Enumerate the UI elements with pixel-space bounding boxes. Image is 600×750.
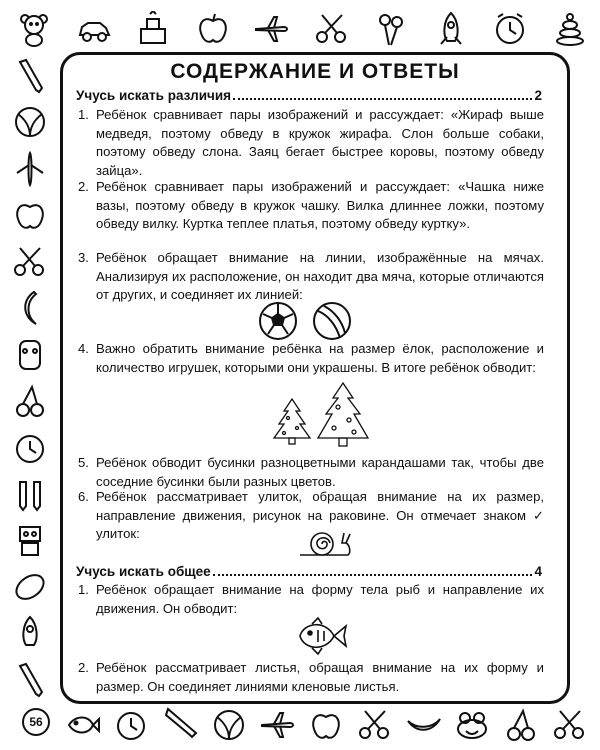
- airplane-icon: [12, 151, 48, 187]
- item-text: Ребёнок сравнивает пары изображений и рассуждает: «Чашка ниже вазы, поэтому обведу в кружок чашку. Вилка длиннее ложки, поэтому обведу вилку. Куртка теплее платья, поэтому обведу куртку».: [96, 179, 544, 232]
- toy-car-icon: [12, 337, 48, 373]
- flowers-icon: [373, 11, 409, 47]
- robot-icon: [12, 523, 48, 559]
- item-number: 2.: [78, 660, 89, 675]
- pencil-icon: [12, 662, 48, 698]
- item-text: Ребёнок обводит бусинки разноцветными карандашами так, чтобы две соседние бусинки были разных цветов.: [96, 455, 544, 489]
- section-page-number: 2: [534, 88, 542, 103]
- item-number: 5.: [78, 455, 89, 470]
- frog-icon: [454, 707, 490, 743]
- alarm-clock-icon: [12, 430, 48, 466]
- section-label: Учусь искать различия: [76, 88, 232, 103]
- rocket-icon: [12, 615, 48, 651]
- item-number: 2.: [78, 179, 89, 194]
- bottom-border-icons: [16, 702, 588, 748]
- apple-icon: [308, 707, 344, 743]
- teddy-bear-icon: [16, 11, 52, 47]
- answer-item: [78, 454, 544, 491]
- snail-image: [298, 527, 354, 559]
- airplane-icon: [254, 11, 290, 47]
- scissors-icon: [12, 244, 48, 280]
- pencil-icon: [162, 707, 198, 743]
- item-text: Ребёнок рассматривает листья, обращая внимание на их форму и размер. Он соединяет линиями кленовые листья.: [96, 660, 544, 694]
- small-christmas-tree-image: [270, 396, 314, 446]
- alarm-clock-icon: [113, 707, 149, 743]
- pencil-icon: [12, 58, 48, 94]
- answer-item: [78, 178, 544, 234]
- apple-icon: [12, 197, 48, 233]
- top-border-icons: [16, 6, 588, 52]
- banana-icon: [406, 707, 442, 743]
- toy-castle-icon: [135, 11, 171, 47]
- answer-item: [78, 659, 544, 696]
- pyramid-toy-icon: [552, 11, 588, 47]
- beach-ball-icon: [211, 707, 247, 743]
- cherries-icon: [12, 383, 48, 419]
- rocket-icon: [433, 11, 469, 47]
- lemon-icon: [12, 569, 48, 605]
- item-number: 1.: [78, 582, 89, 597]
- cherries-icon: [503, 707, 539, 743]
- page-title: СОДЕРЖАНИЕ И ОТВЕТЫ: [170, 60, 460, 83]
- page-number: 56: [22, 708, 50, 736]
- large-christmas-tree-image: [314, 380, 372, 450]
- section-page-number: 4: [534, 564, 542, 579]
- item-text: Ребёнок сравнивает пары изображений и рассуждает: «Жираф выше медведя, поэтому обведу в кружок жирафа. Слон больше собаки, поэтому обведу слона. Заяц бегает быстрее коровы, поэтому обведу зайца».: [96, 107, 544, 178]
- toy-car-icon: [76, 11, 112, 47]
- banana-icon: [12, 290, 48, 326]
- scissors-icon: [357, 707, 393, 743]
- left-border-icons: [8, 58, 52, 698]
- fish-icon: [65, 707, 101, 743]
- answer-item: [78, 106, 544, 180]
- beach-ball-icon: [12, 104, 48, 140]
- striped-ball-image: [312, 301, 352, 341]
- item-number: 3.: [78, 250, 89, 265]
- dot-leader: [213, 563, 533, 576]
- scissors-icon: [314, 11, 350, 47]
- section-heading-common: [76, 563, 542, 581]
- item-text: Ребёнок обращает внимание на линии, изображённые на мячах. Анализируя их расположение, он находит два мяча, которые отличаются от других, и соединяет их линией:: [96, 250, 544, 303]
- answer-item: [78, 581, 544, 618]
- alarm-clock-icon: [492, 11, 528, 47]
- item-text: Важно обратить внимание ребёнка на размер ёлок, расположение и количество игрушек, которыми они украшены. В итоге ребёнок обводит:: [96, 341, 544, 375]
- section-heading-differences: [76, 87, 542, 105]
- answer-item: [78, 249, 544, 305]
- scissors-icon: [552, 707, 588, 743]
- dot-leader: [233, 87, 532, 100]
- item-text: Ребёнок обращает внимание на форму тела рыб и направление их движения. Он обводит:: [96, 582, 544, 616]
- item-text: Ребёнок рассматривает улиток, обращая внимание на их размер, направление движения, рисунок на раковине. Он отмечает знаком ✓ улиток:: [96, 489, 544, 542]
- item-number: 4.: [78, 341, 89, 356]
- fish-image: [296, 616, 348, 656]
- pencils-icon: [12, 476, 48, 512]
- section-label: Учусь искать общее: [76, 564, 211, 579]
- answer-item: [78, 340, 544, 377]
- soccer-ball-image: [258, 301, 298, 341]
- item-number: 6.: [78, 489, 89, 504]
- airplane-icon: [260, 707, 296, 743]
- apple-icon: [195, 11, 231, 47]
- item-number: 1.: [78, 107, 89, 122]
